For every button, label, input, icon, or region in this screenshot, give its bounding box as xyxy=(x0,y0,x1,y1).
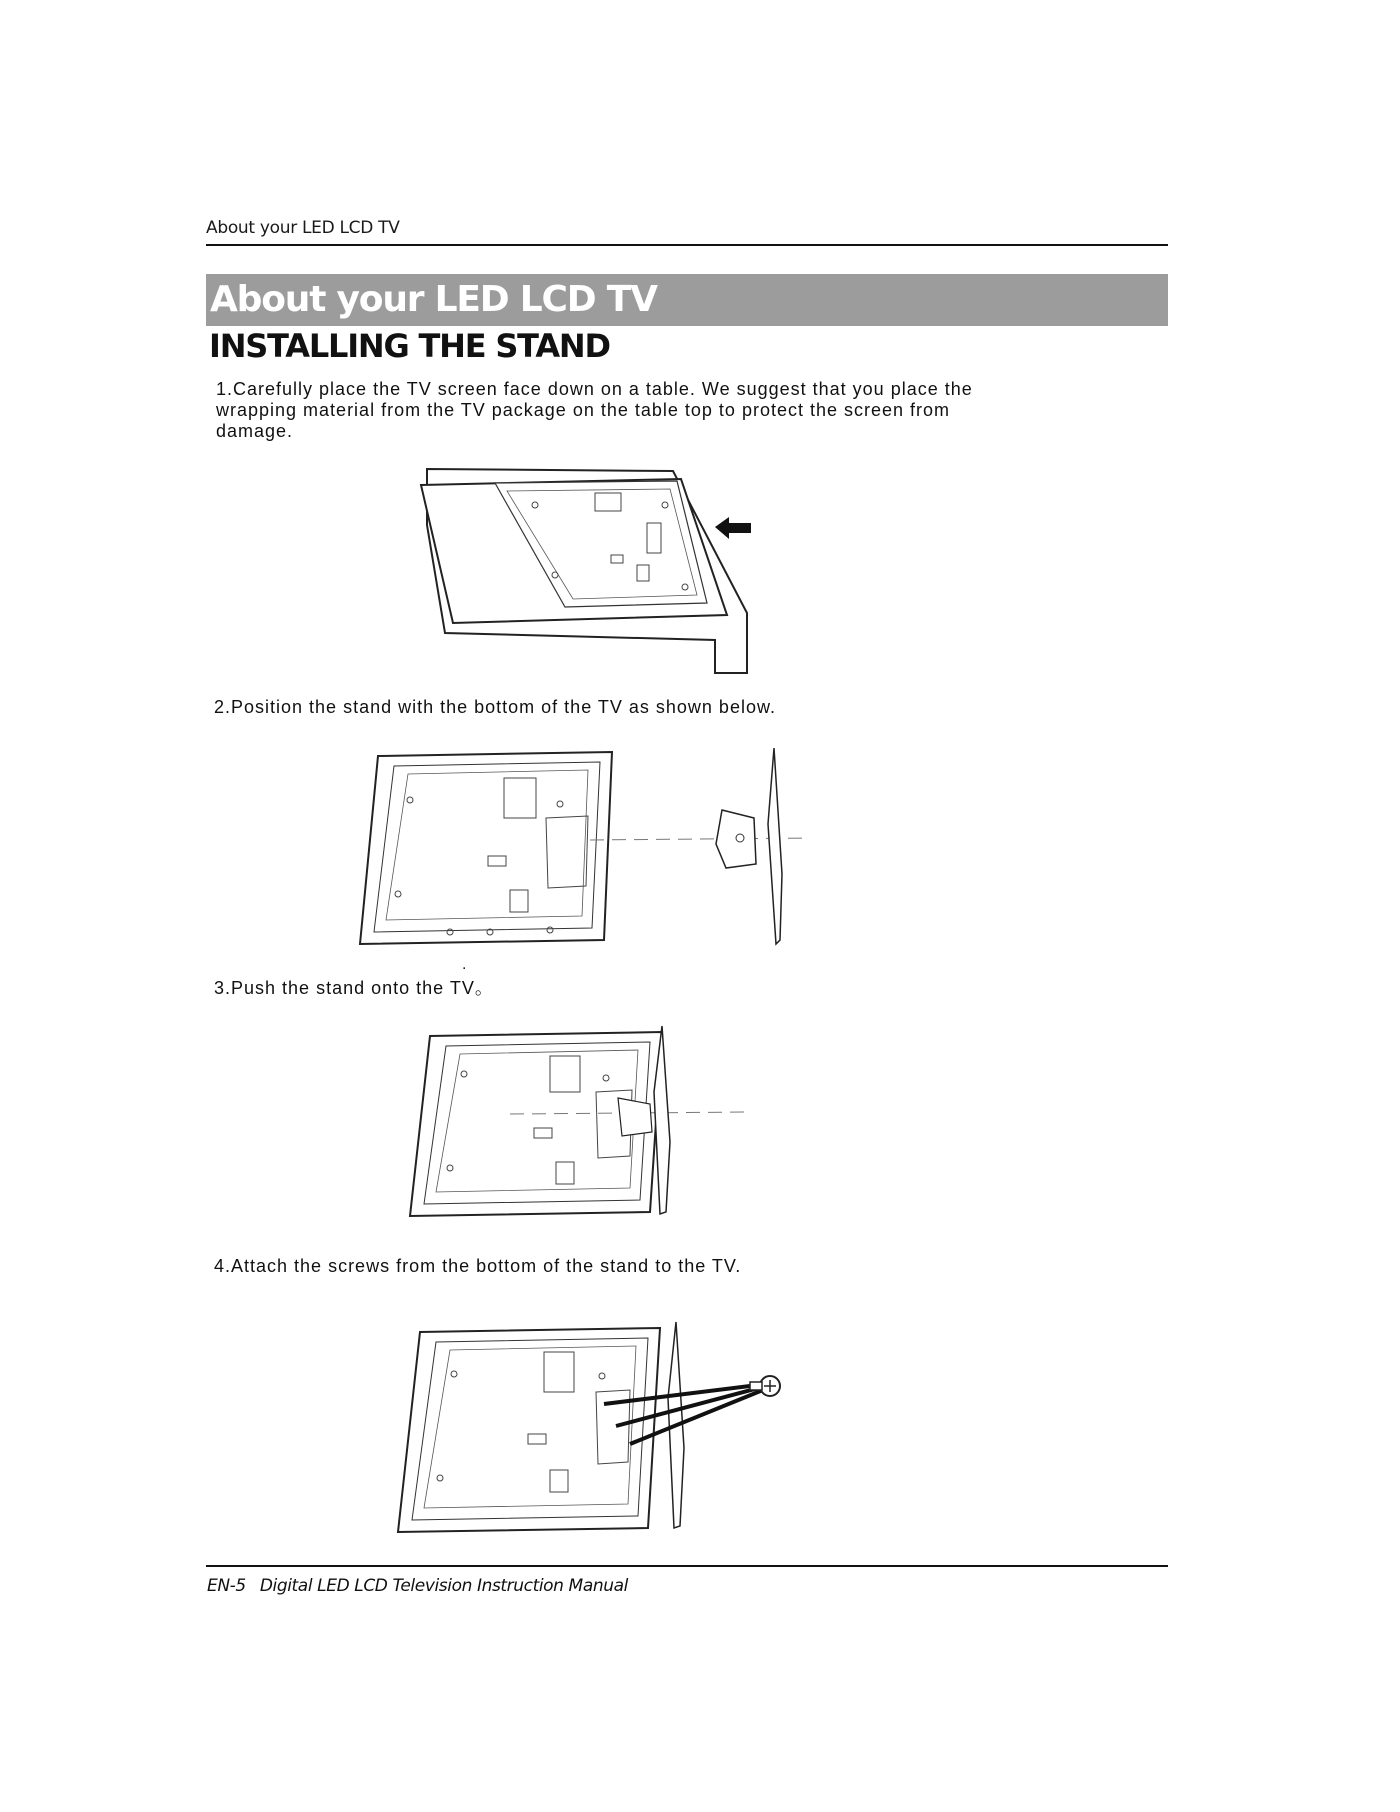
chapter-title: About your LED LCD TV xyxy=(210,279,657,320)
footer-rule xyxy=(206,1565,1168,1567)
figure-tv-face-down xyxy=(415,465,755,685)
figure-attach-screws xyxy=(390,1318,790,1538)
header-rule xyxy=(206,244,1168,246)
step-3-text: 3.Push the stand onto the TV。 xyxy=(214,978,494,998)
section-title: INSTALLING THE STAND xyxy=(209,327,610,365)
figure-position-stand xyxy=(350,744,820,950)
chapter-banner xyxy=(206,274,1168,326)
stray-mark: . xyxy=(462,956,467,973)
running-header: About your LED LCD TV xyxy=(206,218,400,238)
page-number: EN-5 xyxy=(207,1576,246,1596)
manual-title: Digital LED LCD Television Instruction Manual xyxy=(259,1576,628,1596)
step-1-text: 1.Carefully place the TV screen face down on a table. We suggest that you place the wrapping material from the TV package on the table top to protect the screen from damage. xyxy=(216,379,973,441)
step-4-text: 4.Attach the screws from the bottom of the stand to the TV. xyxy=(214,1256,742,1276)
step-2-text: 2.Position the stand with the bottom of the TV as shown below. xyxy=(214,697,776,717)
figure-push-stand xyxy=(400,1022,760,1222)
page-footer xyxy=(207,1576,628,1596)
